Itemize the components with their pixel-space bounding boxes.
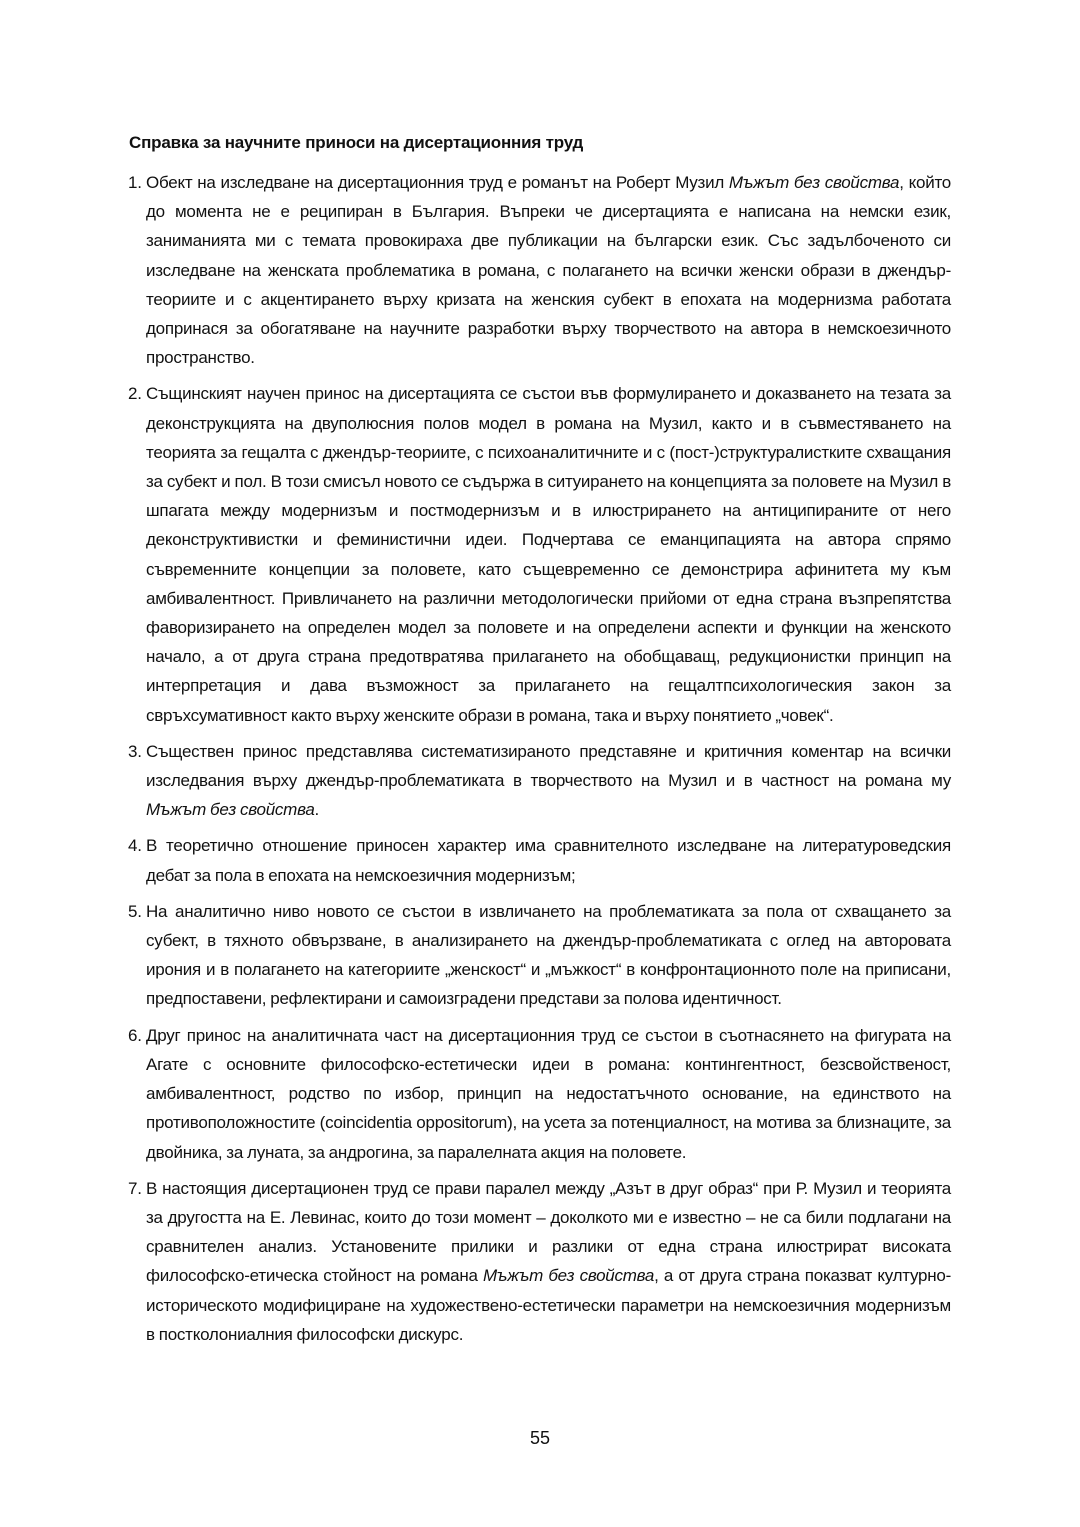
text-run: Обект на изследване на дисертационния труд е романът на Роберт Музил <box>146 173 729 192</box>
text-run: Съществен принос представлява систематизираното представяне и критичния коментар на всички изследвания върху джендър-проблематиката в творчеството на Музил и в частност на романа му <box>146 741 951 791</box>
item-text <box>142 168 951 372</box>
list-item <box>128 168 951 372</box>
page-number: 55 <box>529 1428 551 1448</box>
list-item <box>128 897 951 1014</box>
text-run: , който до момента не е реципиран в България. Въпреки че дисертацията е написана на немски език, заниманията ми с темата провокираха две публикации на български език. Със задълбоченото си изследване на женската проблематика в романа, с полагането на всички женски образи в джендър-теориите и с акцентирането върху кризата на женския субект в епохата на модернизма работата допринася за обогатяване на научните разработки върху творчеството на автора в немскоезичното пространство. <box>146 173 952 368</box>
item-text <box>142 831 951 889</box>
section-heading: Справка за научните приноси на дисертационния труд <box>129 133 584 152</box>
text-run: Друг принос на аналитичната част на дисертационния труд се състои в съотнасянето на фигурата на Агате с основните философско-естетически идеи в романа: контингентност, безсвойственост, амбивалентност, родство по избор, принцип на недостатъчното основание, на единството на противоположностите (coincidentia oppositorum), на усета за потенциалност, на мотива за близнаците, за двойника, за луната, за андрогина, за паралелната акция на половете. <box>146 1025 951 1162</box>
contributions-list <box>128 168 951 1356</box>
text-run: . <box>314 800 320 820</box>
item-number: 1. <box>128 173 142 192</box>
item-text <box>142 897 951 1014</box>
item-number: 4. <box>128 836 142 856</box>
item-text <box>142 379 951 729</box>
list-item <box>128 831 951 889</box>
item-number: 2. <box>128 384 142 404</box>
item-number: 6. <box>128 1025 142 1045</box>
item-number: 5. <box>128 901 142 921</box>
item-text <box>142 737 951 825</box>
text-run: Същинският научен принос на дисертацията се състои във формулирането и доказването на тезата за деконструкцията на двуполюсния полов модел в романа на Музил, както и в съвместяването на теорията за гещалта с джендър-теориите, с психоаналитичните и с (пост-)структуралистките схващания за субект и пол. В този смисъл новото се съдържа в ситуирането на концепцията за половете на Музил в шпагата между модернизъм и постмодернизъм и в илюстрирането на антиципираните от него деконструктивистки и феминистични идеи. Подчертава се еманципацията на автора спрямо съвременните концепции за половете, като същевременно се демонстрира афинитета му към амбивалентност. Привличането на различни методологически прийоми от една страна възпрепятства фаворизирането на определен модел за половете и на определени аспекти и функции на женското начало, а от друга страна предотвратява прилагането на обобщаващ, редукционистки принцип на интерпретация и дава възможност за прилагането на гещалтпсихологическия закон за свръхсумативност както върху женските образи в романа, така и върху понятието „човек“. <box>146 384 951 725</box>
book-title: Мъжът без свойства <box>728 173 900 192</box>
item-text <box>142 1021 951 1167</box>
list-item <box>128 379 951 729</box>
list-item <box>128 737 951 825</box>
item-number: 7. <box>128 1178 142 1198</box>
book-title: Мъжът без свойства <box>482 1266 655 1286</box>
list-item <box>128 1021 951 1167</box>
item-text <box>142 1174 951 1349</box>
item-number: 3. <box>128 741 142 761</box>
book-title: Мъжът без свойства <box>146 800 315 820</box>
text-run: , а от друга страна показват културно-историческото модифициране на художествено-естетически параметри на немскоезичния модернизъм в постколониалния философски дискурс. <box>146 1266 951 1344</box>
text-run: В теоретично отношение приносен характер има сравнителното изследване на литературоведския дебат за пола в епохата на немскоезичния модернизъм; <box>146 836 951 885</box>
list-item <box>128 1174 951 1349</box>
text-run: В настоящия дисертационен труд се прави паралел между „Азът в друг образ“ при Р. Музил и теорията за другостта на Е. Левинас, които до този момент – доколкото ми е известно – не са били подлагани на сравнителен анализ. Установените прилики и разлики от една страна илюстрират високата философско-етическа стойност на романа <box>146 1178 951 1286</box>
text-run: На аналитично ниво новото се състои в извличането на проблематиката за пола от схващането за субект, в тяхното обвързване, в анализирането на джендър-проблематиката с оглед на авторовата ирония и в полагането на категориите „женскост“ и „мъжкост“ в конфронтационното поле на приписани, предпоставени, рефлектирани и самоизградени представи за полова идентичност. <box>146 901 951 1009</box>
